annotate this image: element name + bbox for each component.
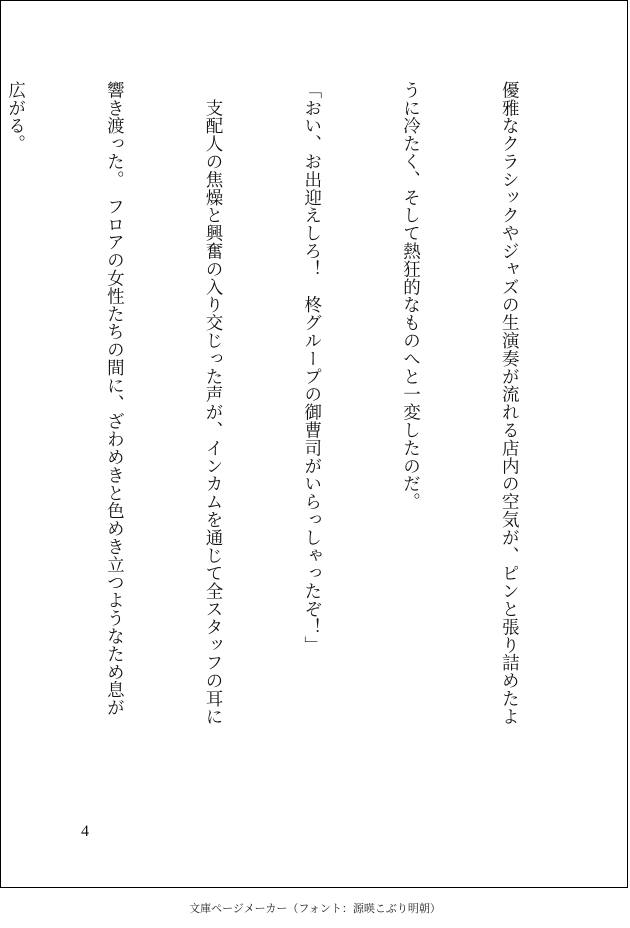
text-line: 「おい、お出迎えしろ！ 柊グループの御曹司がいらっしゃったぞ！」 <box>301 81 322 654</box>
page-number: 4 <box>81 823 89 840</box>
text-line: 支配人の焦燥と興奮の入り交じった声が、インカムを通じて全スタッフの耳に <box>203 81 224 726</box>
footer-credit: 文庫ページメーカー（フォント：源暎こぶり明朝） <box>189 902 441 915</box>
text-line: うに冷たく、そして熱狂的なものへと一変したのだ。 <box>400 81 421 511</box>
text-line: 優雅なクラシックやジャズの生演奏が流れる店内の空気が、ピンと張り詰めたよ <box>499 81 520 726</box>
vertical-text-body <box>5 81 591 801</box>
text-line: 広がる。 <box>5 81 26 153</box>
text-line: 響き渡った。 フロアの女性たちの間に、ざわめきと色めき立つようなため息が <box>104 81 125 717</box>
